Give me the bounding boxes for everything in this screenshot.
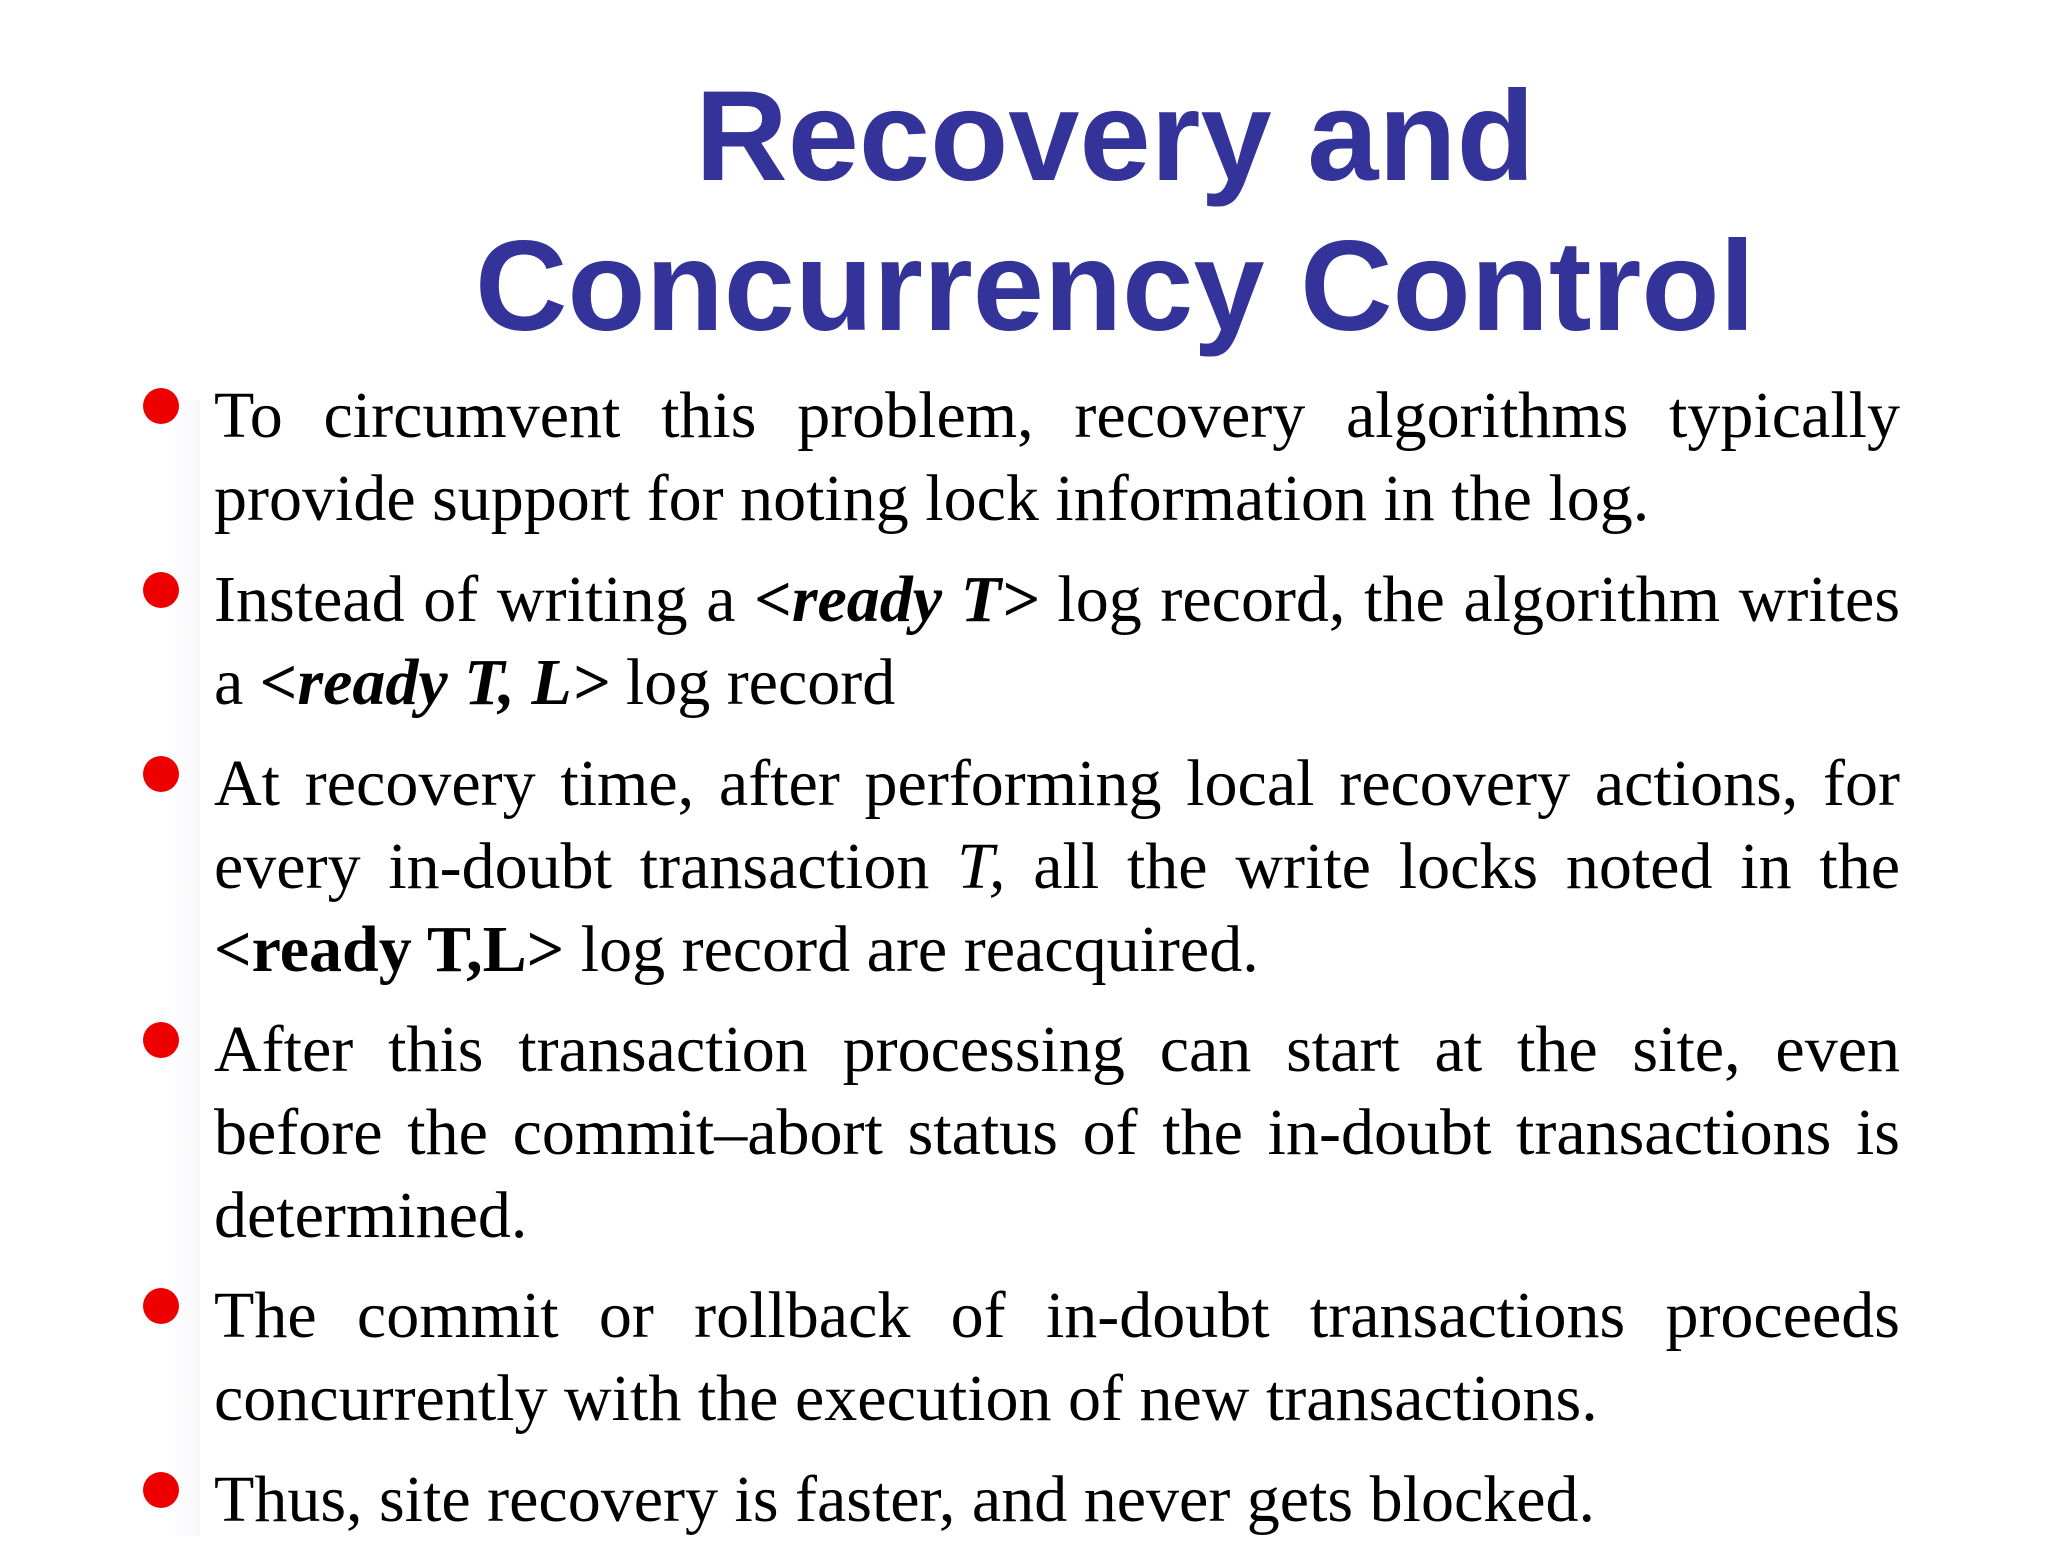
bullet-item-2 [214,558,1900,724]
bullet-2-text-b: log record, the algorithm writes a [214,563,1900,719]
bullet-item-6: Thus, site recovery is faster, and never gets blocked. [214,1463,1596,1536]
bullet-dot-icon [143,1472,179,1508]
bullet-3-text-c: log record are reacquired. [564,913,1259,986]
bullet-dot-icon [143,1022,179,1058]
bullet-item-4: After this transaction processing can start at the site, even before the commit–abort status of the in-doubt transactions is determined. [214,1013,1900,1252]
bullet-item-5: The commit or rollback of in-doubt transactions proceeds concurrently with the execution of new transactions. [214,1279,1900,1435]
bullet-dot-icon [143,388,179,424]
bullet-dot-icon [143,572,179,608]
ready-t-l-record: <ready T, L> [259,646,610,719]
bullet-item-3 [214,742,1900,991]
bullet-item-1: To circumvent this problem, recovery algorithms typically provide support for noting lock information in the log. [214,379,1900,535]
bullet-2-text-c: log record [609,646,896,719]
ready-t-record: <ready T> [754,563,1039,636]
title-line-1: Recovery and [695,65,1535,208]
ready-t-l-record-bold: <ready T,L> [214,913,565,986]
bullet-3-text-b: all the write locks noted in the [1005,830,1900,903]
bullet-dot-icon [143,1288,179,1324]
title-line-2: Concurrency Control [474,215,1756,358]
transaction-variable: T, [957,830,1006,903]
bullet-3-text-a: At recovery time, after performing local recovery actions, for every in-doubt transaction [214,747,1900,903]
bullet-dot-icon [143,756,179,792]
bullet-2-text-a: Instead of writing a [214,563,755,636]
